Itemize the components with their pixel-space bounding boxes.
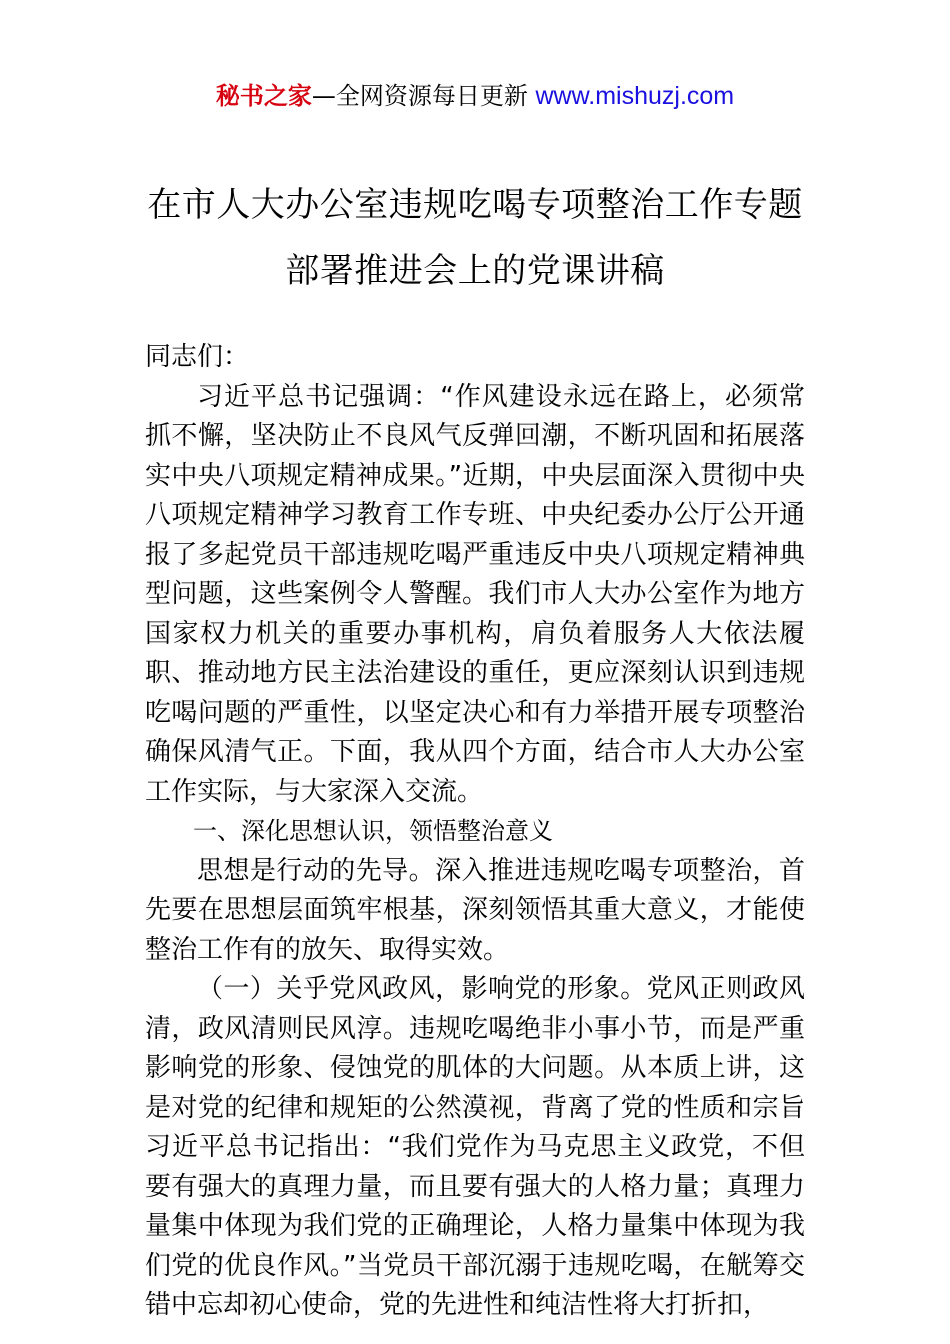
greeting: 同志们： (145, 342, 250, 372)
site-url-link[interactable]: www.mishuzj.com (535, 82, 735, 110)
paragraph: 思想是行动的先导。深入推进违规吃喝专项整治，首先要在思想层面筑牢根基，深刻领悟其重大意义，才能使整治工作有的放矢、取得实效。 (145, 855, 805, 965)
site-tagline: —全网资源每日更新 (311, 82, 536, 110)
site-header (0, 80, 950, 112)
section-heading: 一、深化思想认识，领悟整治意义 (193, 817, 553, 845)
document-title: 在市人大办公室违规吃喝专项整治工作专题部署推进会上的党课讲稿 (147, 185, 803, 291)
document-body (145, 338, 805, 1326)
paragraph: （一）关乎党风政风，影响党的形象。党风正则政风清，政风清则民风淳。违规吃喝绝非小事小节，而是严重影响党的形象、侵蚀党的肌体的大问题。从本质上讲，这是对党的纪律和规矩的公然漠视，背离了党的性质和宗旨习近平总书记指出：“我们党作为马克思主义政党，不但要有强大的真理力量，而且要有强大的人格力量；真理力量集中体现为我们党的正确理论，人格力量集中体现为我们党的优良作风。”当党员干部沉溺于违规吃喝，在觥筹交错中忘却初心使命，党的先进性和纯洁性将大打折扣， (145, 974, 805, 1320)
site-name: 秘书之家 (215, 82, 312, 110)
paragraph: 习近平总书记强调：“作风建设永远在路上，必须常抓不懈，坚决防止不良风气反弹回潮，不断巩固和拓展落实中央八项规定精神成果。”近期，中央层面深入贯彻中央八项规定精神学习教育工作专班、中央纪委办公厅公开通报了多起党员干部违规吃喝严重违反中央八项规定精神典型问题，这些案例令人警醒。我们市人大办公室作为地方国家权力机关的重要办事机构，肩负着服务人大依法履职、推动地方民主法治建设的重任，更应深刻认识到违规吃喝问题的严重性，以坚定决心和有力举措开展专项整治确保风清气正。下面，我从四个方面，结合市人大办公室工作实际，与大家深入交流。 (145, 381, 805, 807)
